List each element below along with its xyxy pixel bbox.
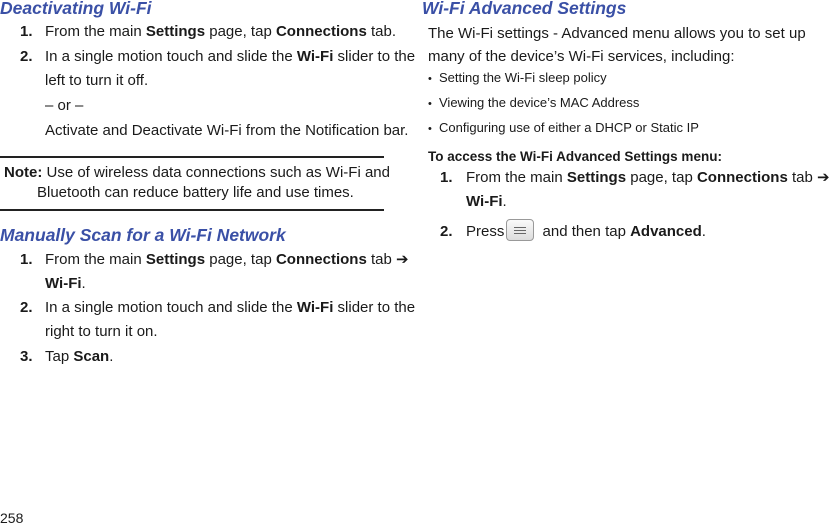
note-line-1: Note: Use of wireless data connections such as Wi-Fi and: [4, 164, 390, 181]
scan-step-1-cont: Wi-Fi.: [45, 275, 86, 292]
section-title-deactivating-wifi: Deactivating Wi-Fi: [0, 0, 152, 18]
section-title-wifi-advanced: Wi-Fi Advanced Settings: [422, 0, 627, 18]
deactivate-step-2-cont: left to turn it off.: [45, 72, 149, 89]
note-line-2: Bluetooth can reduce battery life and use times.: [37, 184, 354, 201]
bullet-sleep-policy: • Setting the Wi-Fi sleep policy: [428, 70, 607, 85]
page-number: 258: [0, 510, 24, 526]
subheading-access-menu: To access the Wi-Fi Advanced Settings menu:: [428, 149, 722, 164]
intro-line-1: The Wi-Fi settings - Advanced menu allows you to set up: [428, 25, 806, 42]
or-separator: – or –: [45, 97, 84, 114]
intro-line-2: many of the device’s Wi-Fi services, including:: [428, 48, 735, 65]
section-title-manual-scan: Manually Scan for a Wi-Fi Network: [0, 225, 286, 245]
note-bottom-rule: [0, 209, 384, 211]
menu-key-icon: [506, 219, 534, 241]
advanced-step-1-cont: Wi-Fi.: [466, 193, 507, 210]
scan-step-2-cont: right to turn it on.: [45, 323, 158, 340]
bullet-mac-address: • Viewing the device’s MAC Address: [428, 95, 640, 110]
note-top-rule: [0, 156, 384, 158]
note-label: Note:: [4, 164, 43, 181]
notification-bar-alternative: Activate and Deactivate Wi-Fi from the Notification bar.: [45, 122, 409, 139]
bullet-dhcp-static: • Configuring use of either a DHCP or Static IP: [428, 120, 699, 135]
